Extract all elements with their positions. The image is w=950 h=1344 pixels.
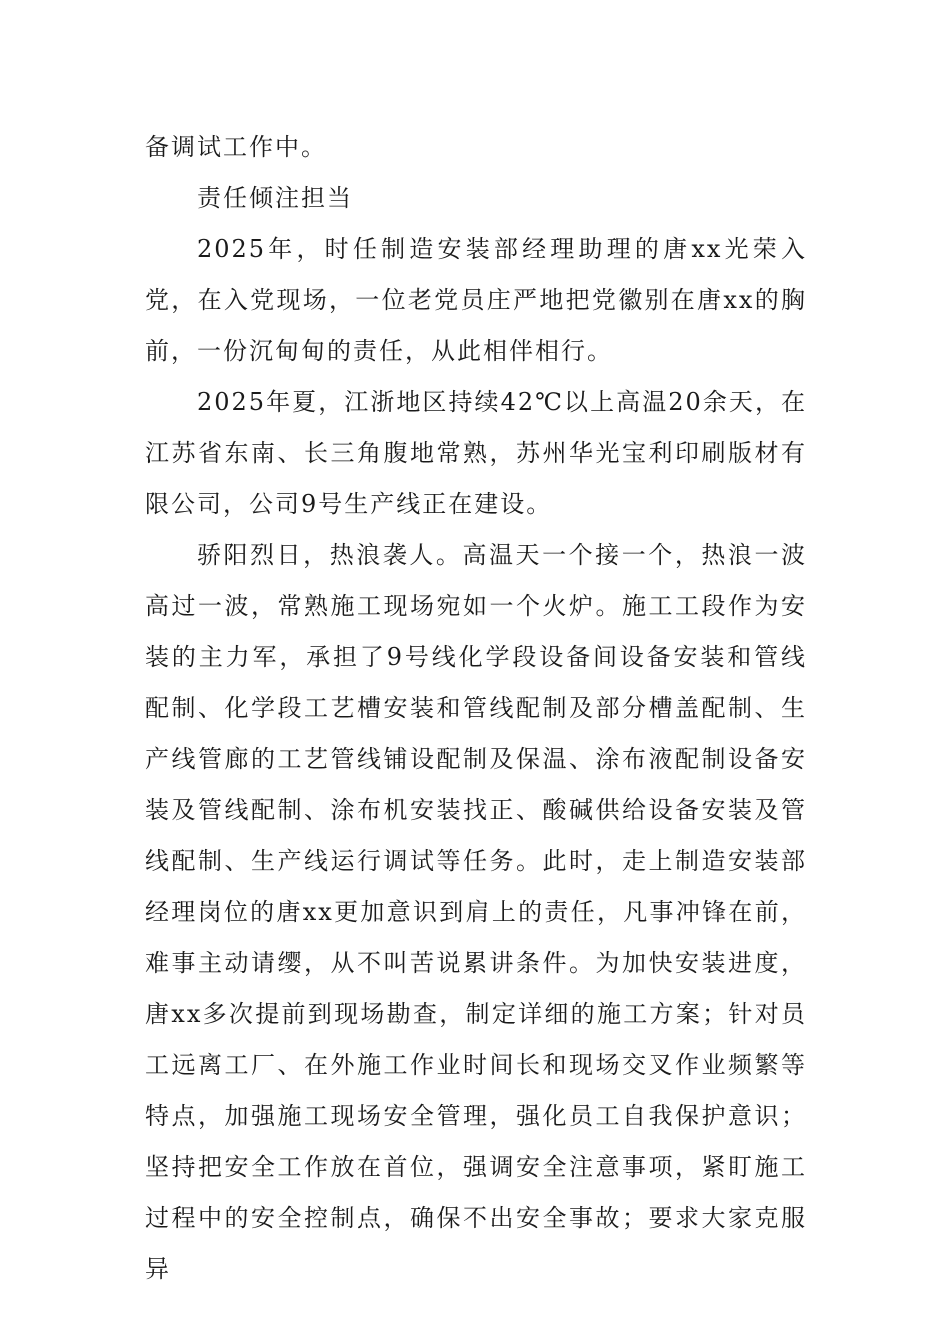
paragraph: 2025年夏，江浙地区持续42℃以上高温20余天，在江苏省东南、长三角腹地常熟，苏州华光宝利印刷版材有限公司，公司9号生产线正在建设。 bbox=[145, 388, 807, 518]
paragraph: 2025年，时任制造安装部经理助理的唐xx光荣入党，在入党现场，一位老党员庄严地把党徽别在唐xx的胸前，一份沉甸甸的责任，从此相伴相行。 bbox=[145, 235, 807, 365]
paragraph-continuation: 备调试工作中。 bbox=[145, 133, 327, 161]
paragraph: 骄阳烈日，热浪袭人。高温天一个接一个，热浪一波高过一波，常熟施工现场宛如一个火炉。施工工段作为安装的主力军，承担了9号线化学段设备间设备安装和管线配制、化学段工艺槽安装和管线配制及部分槽盖配制、生产线管廊的工艺管线铺设配制及保温、涂布液配制设备安装及管线配制、涂布机安装找正、酸碱供给设备安装及管线配制、生产线运行调试等任务。此时，走上制造安装部经理岗位的唐xx更加意识到肩上的责任，凡事冲锋在前，难事主动请缨，从不叫苦说累讲条件。为加快安装进度，唐xx多次提前到现场勘查，制定详细的施工方案；针对员工远离工厂、在外施工作业时间长和现场交叉作业频繁等特点，加强施工现场安全管理，强化员工自我保护意识；坚持把安全工作放在首位，强调安全注意事项，紧盯施工过程中的安全控制点，确保不出安全事故；要求大家克服异 bbox=[145, 541, 807, 1283]
section-heading: 责任倾注担当 bbox=[197, 184, 353, 212]
document-body bbox=[145, 122, 807, 1295]
